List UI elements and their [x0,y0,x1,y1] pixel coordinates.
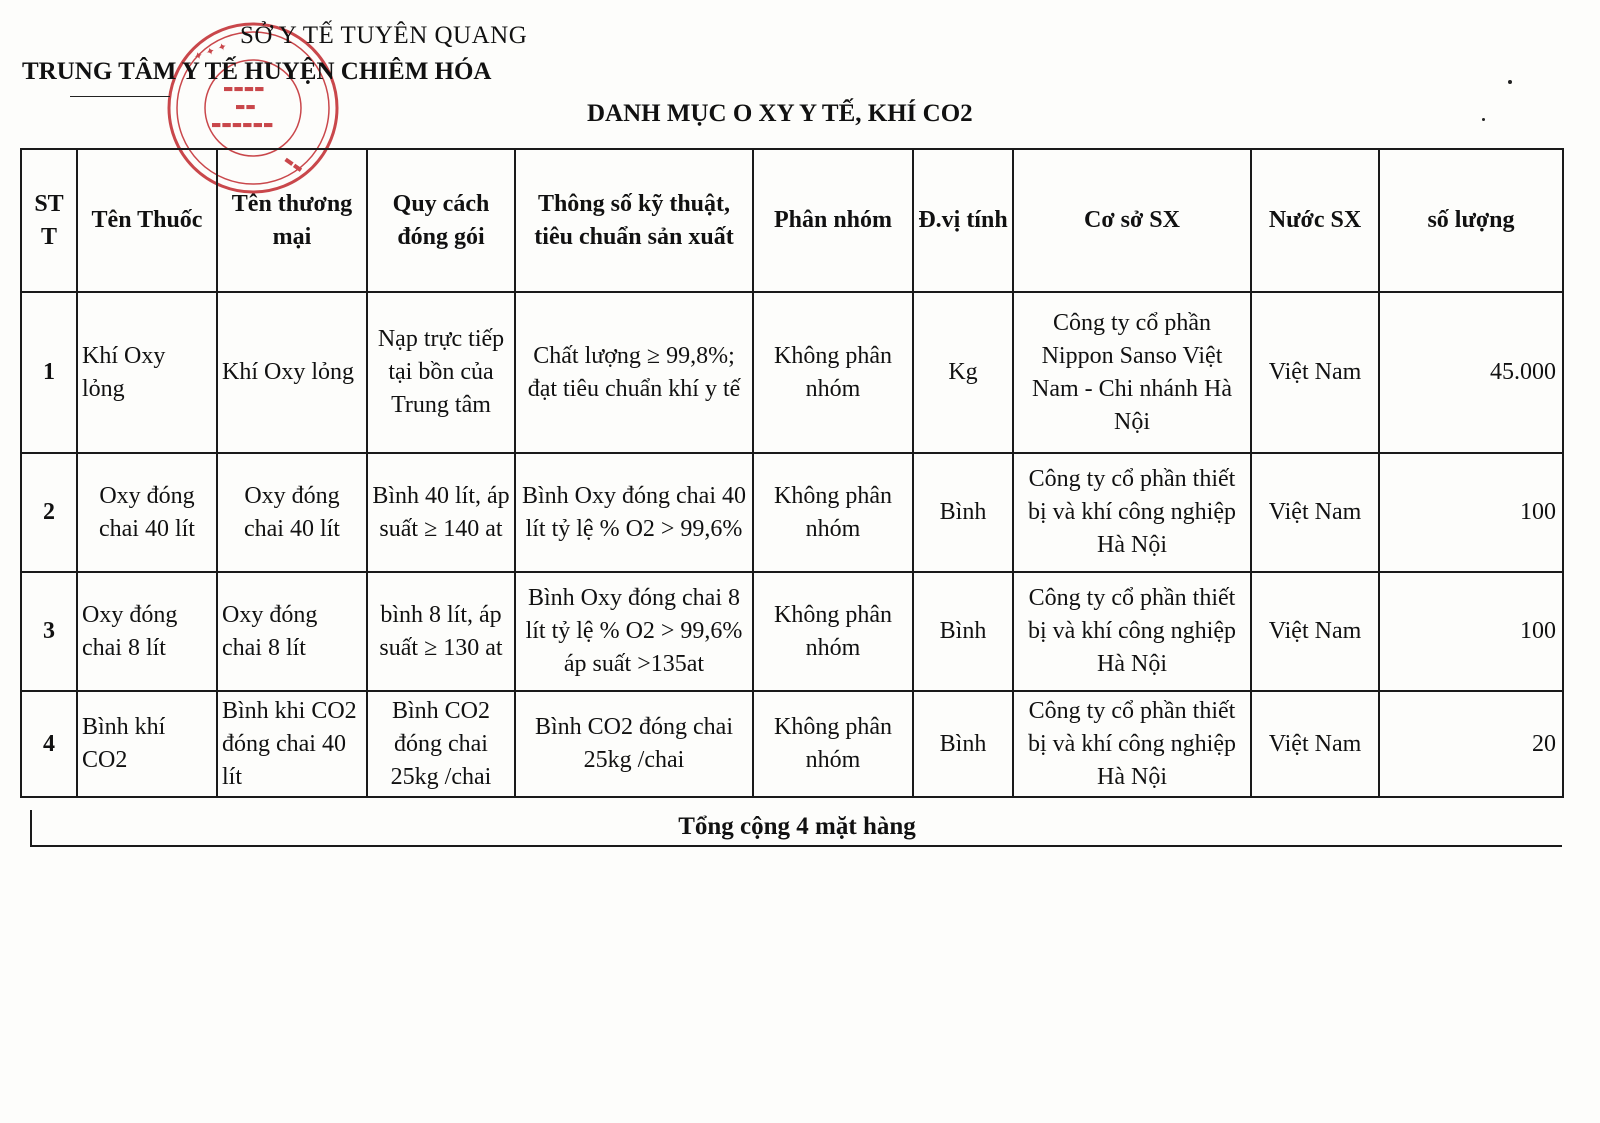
scan-speck [1482,118,1485,121]
scan-speck [1508,80,1512,84]
cell-group: Không phân nhóm [753,453,913,572]
column-header: Thông số kỹ thuật, tiêu chuẩn sản xuất [515,149,753,292]
cell-stt: 2 [21,453,77,572]
cell-packaging: Nạp trực tiếp tại bồn của Trung tâm [367,292,515,453]
column-header: ST T [21,149,77,292]
center-underline [70,96,170,97]
cell-packaging: Bình 40 lít, áp suất ≥ 140 at [367,453,515,572]
cell-country: Việt Nam [1251,292,1379,453]
cell-manufacturer: Công ty cổ phần thiết bị và khí công nghiệp Hà Nội [1013,691,1251,797]
cell-stt: 3 [21,572,77,691]
total-row: Tổng cộng 4 mặt hàng [30,810,1562,847]
column-header: Nước SX [1251,149,1379,292]
table-row [21,691,1563,797]
department-name: SỞ Y TẾ TUYÊN QUANG [240,22,528,49]
center-name: TRUNG TÂM Y TẾ HUYỆN CHIÊM HÓA [22,58,492,85]
gas-catalog-table [20,148,1564,798]
column-header: Quy cách đóng gói [367,149,515,292]
cell-country: Việt Nam [1251,572,1379,691]
column-header: Phân nhóm [753,149,913,292]
cell-unit: Bình [913,572,1013,691]
cell-manufacturer: Công ty cổ phần thiết bị và khí công nghiệp Hà Nội [1013,572,1251,691]
cell-drug-name: Bình khí CO2 [77,691,217,797]
cell-spec: Bình Oxy đóng chai 40 lít tỷ lệ % O2 > 99,6% [515,453,753,572]
table-header-row [21,149,1563,292]
cell-quantity: 20 [1379,691,1563,797]
cell-group: Không phân nhóm [753,691,913,797]
table-row [21,292,1563,453]
column-header: số lượng [1379,149,1563,292]
cell-unit: Bình [913,691,1013,797]
cell-country: Việt Nam [1251,453,1379,572]
cell-unit: Kg [913,292,1013,453]
cell-packaging: Bình CO2 đóng chai 25kg /chai [367,691,515,797]
table-row [21,572,1563,691]
cell-spec: Chất lượng ≥ 99,8%; đạt tiêu chuẩn khí y tế [515,292,753,453]
cell-quantity: 45.000 [1379,292,1563,453]
svg-text:✦ ✦ ✦: ✦ ✦ ✦ [191,39,229,64]
column-header: Cơ sở SX [1013,149,1251,292]
cell-stt: 4 [21,691,77,797]
svg-text:▬▬: ▬▬ [235,100,256,113]
cell-trade-name: Khí Oxy lỏng [217,292,367,453]
column-header: Tên Thuốc [77,149,217,292]
cell-manufacturer: Công ty cổ phần Nippon Sanso Việt Nam - Chi nhánh Hà Nội [1013,292,1251,453]
svg-text:▬▬▬▬: ▬▬▬▬ [223,82,265,95]
cell-group: Không phân nhóm [753,572,913,691]
cell-quantity: 100 [1379,572,1563,691]
cell-trade-name: Bình khi CO2 đóng chai 40 lít [217,691,367,797]
cell-packaging: bình 8 lít, áp suất ≥ 130 at [367,572,515,691]
cell-drug-name: Oxy đóng chai 8 lít [77,572,217,691]
svg-text:▬▬▬▬▬▬: ▬▬▬▬▬▬ [211,118,274,131]
cell-unit: Bình [913,453,1013,572]
cell-trade-name: Oxy đóng chai 8 lít [217,572,367,691]
cell-spec: Bình Oxy đóng chai 8 lít tỷ lệ % O2 > 99,6% áp suất >135at [515,572,753,691]
column-header: Tên thương mại [217,149,367,292]
table-row [21,453,1563,572]
cell-quantity: 100 [1379,453,1563,572]
cell-country: Việt Nam [1251,691,1379,797]
document-title: DANH MỤC O XY Y TẾ, KHÍ CO2 [587,100,973,127]
cell-trade-name: Oxy đóng chai 40 lít [217,453,367,572]
cell-drug-name: Khí Oxy lỏng [77,292,217,453]
cell-drug-name: Oxy đóng chai 40 lít [77,453,217,572]
cell-stt: 1 [21,292,77,453]
cell-manufacturer: Công ty cổ phần thiết bị và khí công nghiệp Hà Nội [1013,453,1251,572]
cell-spec: Bình CO2 đóng chai 25kg /chai [515,691,753,797]
cell-group: Không phân nhóm [753,292,913,453]
column-header: Đ.vị tính [913,149,1013,292]
svg-text:▬▬: ▬▬ [281,152,306,176]
